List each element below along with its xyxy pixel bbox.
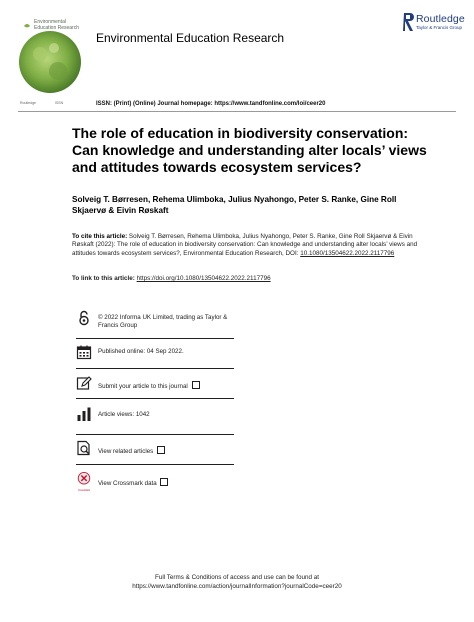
published-row: [76, 342, 234, 368]
submit-row[interactable]: [76, 372, 234, 398]
row-divider: [76, 434, 234, 435]
link-label: To link to this article:: [72, 275, 135, 282]
edit-icon: [76, 375, 92, 391]
cover-footer-issn: ISSN: [55, 101, 64, 105]
citation-label: To cite this article:: [72, 233, 128, 240]
citation-doi-link[interactable]: 10.1080/13504622.2022.2117796: [300, 249, 395, 257]
related-articles-link[interactable]: View related articles: [98, 445, 165, 456]
article-views: Article views: 1042: [98, 411, 150, 418]
issn-homepage-line[interactable]: ISSN: (Print) (Online) Journal homepage: https://www.tandfonline.com/loi/ceer20: [96, 101, 326, 107]
row-divider: [76, 338, 234, 339]
crossmark-row[interactable]: [76, 468, 234, 494]
terms-footer-link[interactable]: https://www.tandfonline.com/action/journalInformation?journalCode=ceer20: [132, 583, 342, 590]
terms-footer: [0, 573, 474, 591]
citation-text: Solveig T. Børresen, Rehema Ulimboka, Julius Nyahongo, Peter S. Ranke, Gine Roll Skjaervø & Eivin Røskaft (2022): The role of education in biodiversity conservation: Can knowledge and understanding alter locals’ views and attitudes towards ecosystem services?, Environmental Education Research, DOI:: [72, 233, 418, 257]
crossmark-link[interactable]: View Crossmark data: [98, 477, 168, 488]
crossmark-icon: [76, 472, 92, 488]
related-articles-icon: [76, 440, 92, 456]
article-title: The role of education in biodiversity conservation: Can knowledge and understanding alter locals’ views and attitudes towards ecosystem services?: [72, 125, 427, 175]
copyright-row: [76, 308, 234, 338]
row-divider: [76, 464, 234, 465]
calendar-icon: [76, 344, 92, 360]
routledge-logo-icon: [402, 12, 414, 32]
external-link-icon: [157, 446, 165, 454]
article-link-block: [72, 275, 422, 282]
publisher-name: Routledge: [416, 13, 465, 25]
external-link-icon: [192, 381, 200, 389]
terms-footer-line1: Full Terms & Conditions of access and use can be found at: [154, 574, 320, 581]
submit-article-link[interactable]: Submit your article to this journal: [98, 380, 200, 391]
views-row: [76, 402, 234, 434]
article-authors: Solveig T. Børresen, Rehema Ulimboka, Julius Nyahongo, Peter S. Ranke, Gine Roll Skjaervø & Eivin Røskaft: [72, 195, 397, 215]
citation-block: [72, 233, 422, 258]
cover-footer-publisher: Routledge: [20, 101, 36, 105]
journal-title: Environmental Education Research: [96, 31, 285, 45]
row-divider: [76, 398, 234, 399]
publisher-subtitle: Taylor & Francis Group: [416, 25, 463, 30]
cover-label: Environmental Education Research: [34, 19, 80, 31]
external-link-icon: [160, 478, 168, 486]
related-row[interactable]: [76, 438, 234, 464]
open-access-icon: [76, 310, 92, 326]
article-doi-link[interactable]: https://doi.org/10.1080/13504622.2022.2117796: [136, 275, 271, 282]
copyright-text: © 2022 Informa UK Limited, trading as Taylor & Francis Group: [98, 314, 228, 329]
crossmark-badge-text: CrossMark: [77, 489, 91, 492]
header-divider: [18, 111, 456, 112]
bar-chart-icon: [76, 406, 92, 422]
row-divider: [76, 368, 234, 369]
published-date: Published online: 04 Sep 2022.: [98, 348, 184, 355]
